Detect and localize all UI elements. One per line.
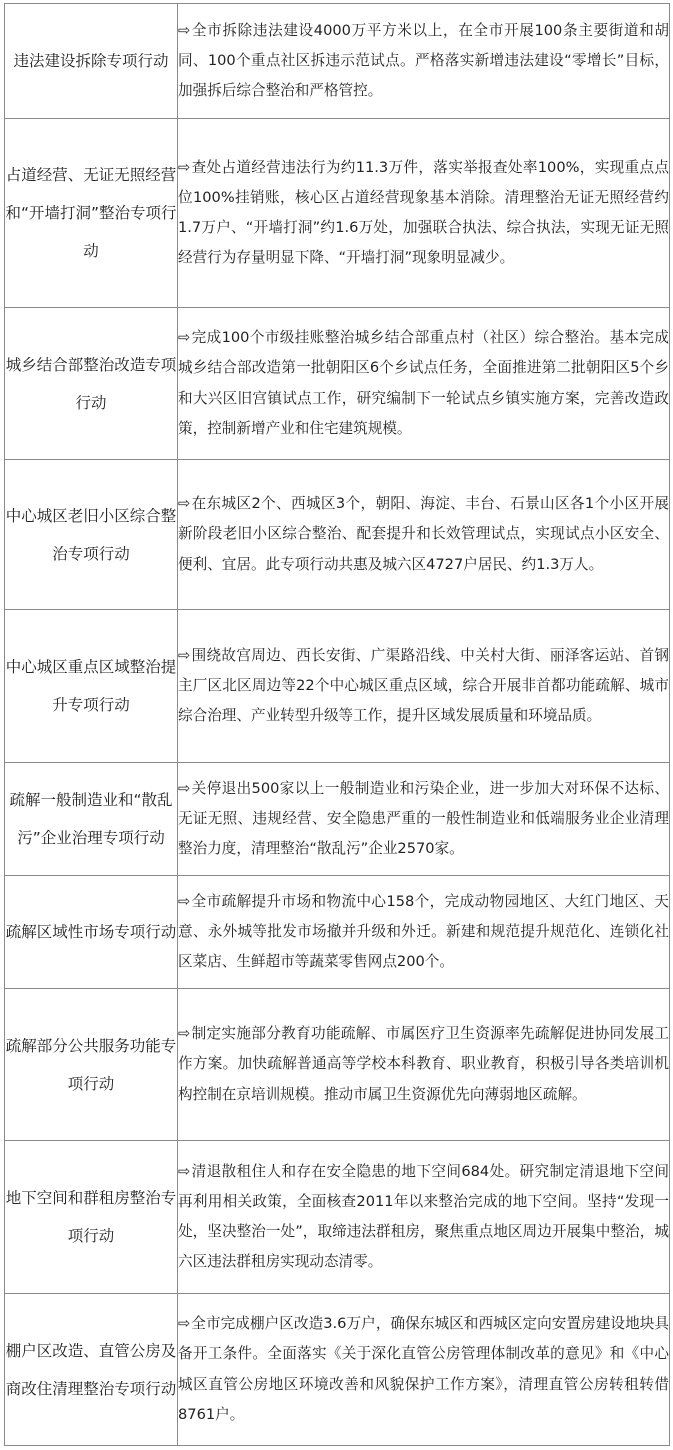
- table-row: [5, 876, 670, 989]
- action-plan-table: [4, 3, 670, 1446]
- table-row: [5, 119, 670, 308]
- action-name: 违法建设拆除专项行动: [5, 4, 178, 119]
- action-description-text: 关停退出500家以上一般制造业和污染企业，进一步加大对环保不达标、无证无照、违规经营、安全隐患严重的一般性制造业和低端服务业企业清理整治力度，清理整治“散乱污”企业2570家。: [178, 779, 669, 858]
- action-description-text: 制定实施部分教育功能疏解、市属医疗卫生资源率先疏解促进协同发展工作方案。加快疏解普通高等学校本科教育、职业教育，积极引导各类培训机构控制在京培训规模。推动市属卫生资源优先向薄弱地区疏解。: [178, 1025, 669, 1103]
- action-name: 中心城区重点区域整治提升专项行动: [5, 610, 178, 763]
- table-row: [5, 763, 670, 876]
- arrow-icon: ⇨: [178, 1315, 191, 1333]
- action-description: [178, 308, 670, 460]
- action-name: 中心城区老旧小区综合整治专项行动: [5, 460, 178, 610]
- action-description-text: 查处占道经营违法行为约11.3万件，落实举报查处率100%，实现重点点位100%挂销账，核心区占道经营现象基本消除。清理整治无证无照经营约1.7万户、“开墙打洞”约1.6万处，加强联合执法、综合执法，实现无证无照经营行为存量明显下降、“开墙打洞”现象明显减少。: [178, 158, 669, 267]
- arrow-icon: ⇨: [178, 779, 191, 797]
- action-name: 棚户区改造、直管公房及商改住清理整治专项行动: [5, 1294, 178, 1446]
- table-row: [5, 4, 670, 119]
- action-name: 占道经营、无证无照经营和“开墙打洞”整治专项行动: [5, 119, 178, 308]
- action-name: 疏解区域性市场专项行动: [5, 876, 178, 989]
- table-row: [5, 1141, 670, 1294]
- action-description: [178, 460, 670, 610]
- action-name: 地下空间和群租房整治专项行动: [5, 1141, 178, 1294]
- table-row: [5, 460, 670, 610]
- action-description-text: 全市拆除违法建设4000万平方米以上，在全市开展100条主要街道和胡同、100个重点社区拆违示范试点。严格落实新增违法建设“零增长”目标，加强拆后综合整治和严格管控。: [178, 21, 669, 100]
- action-description-text: 清退散租住人和存在安全隐患的地下空间684处。研究制定清退地下空间再利用相关政策，全面核查2011年以来整治完成的地下空间。坚持“发现一处，坚决整治一处”，取缔违法群租房，聚焦重点地区周边开展集中整治，城六区违法群租房实现动态清零。: [178, 1162, 669, 1271]
- action-description: [178, 876, 670, 989]
- action-description: [178, 763, 670, 876]
- arrow-icon: ⇨: [178, 1162, 191, 1180]
- arrow-icon: ⇨: [178, 495, 191, 513]
- action-description-text: 围绕故宫周边、西长安街、广渠路沿线、中关村大街、丽泽客运站、首钢主厂区北区周边等22个中心城区重点区域，综合开展非首都功能疏解、城市综合治理、产业转型升级等工作，提升区域发展质量和环境品质。: [178, 646, 669, 725]
- table-row: [5, 989, 670, 1141]
- table-row: [5, 308, 670, 460]
- arrow-icon: ⇨: [178, 21, 191, 39]
- action-description: [178, 119, 670, 308]
- action-description: [178, 1141, 670, 1294]
- arrow-icon: ⇨: [178, 329, 191, 347]
- action-description-text: 全市疏解提升市场和物流中心158个，完成动物园地区、大红门地区、天意、永外城等批发市场撤并升级和外迁。新建和规范提升规范化、连锁化社区菜店、生鲜超市等蔬菜零售网点200个。: [178, 892, 669, 971]
- action-description: [178, 989, 670, 1141]
- action-name: 疏解部分公共服务功能专项行动: [5, 989, 178, 1141]
- action-description: [178, 610, 670, 763]
- table-row: [5, 610, 670, 763]
- action-description: [178, 1294, 670, 1446]
- action-name: 城乡结合部整治改造专项行动: [5, 308, 178, 460]
- arrow-icon: ⇨: [178, 892, 191, 910]
- action-description-text: 完成100个市级挂账整治城乡结合部重点村（社区）综合整治。基本完成城乡结合部改造第一批朝阳区6个乡试点任务，全面推进第二批朝阳区5个乡和大兴区旧宫镇试点工作，研究编制下一轮试点乡镇实施方案，完善改造政策，控制新增产业和住宅建筑规模。: [178, 329, 669, 437]
- action-description-text: 在东城区2个、西城区3个，朝阳、海淀、丰台、石景山区各1个小区开展新阶段老旧小区综合整治、配套提升和长效管理试点，实现试点小区安全、便利、宜居。此专项行动共惠及城六区4727户居民、约1.3万人。: [178, 495, 669, 573]
- table-row: [5, 1294, 670, 1446]
- arrow-icon: ⇨: [178, 646, 191, 664]
- arrow-icon: ⇨: [178, 1025, 191, 1043]
- action-description-text: 全市完成棚户区改造3.6万户，确保东城区和西城区定向安置房建设地块具备开工条件。全面落实《关于深化直管公房管理体制改革的意见》和《中心城区直管公房地区环境改善和风貌保护工作方案》，清理直管公房转租转借8761户。: [178, 1315, 669, 1423]
- action-description: [178, 4, 670, 119]
- action-name: 疏解一般制造业和“散乱污”企业治理专项行动: [5, 763, 178, 876]
- arrow-icon: ⇨: [178, 158, 191, 176]
